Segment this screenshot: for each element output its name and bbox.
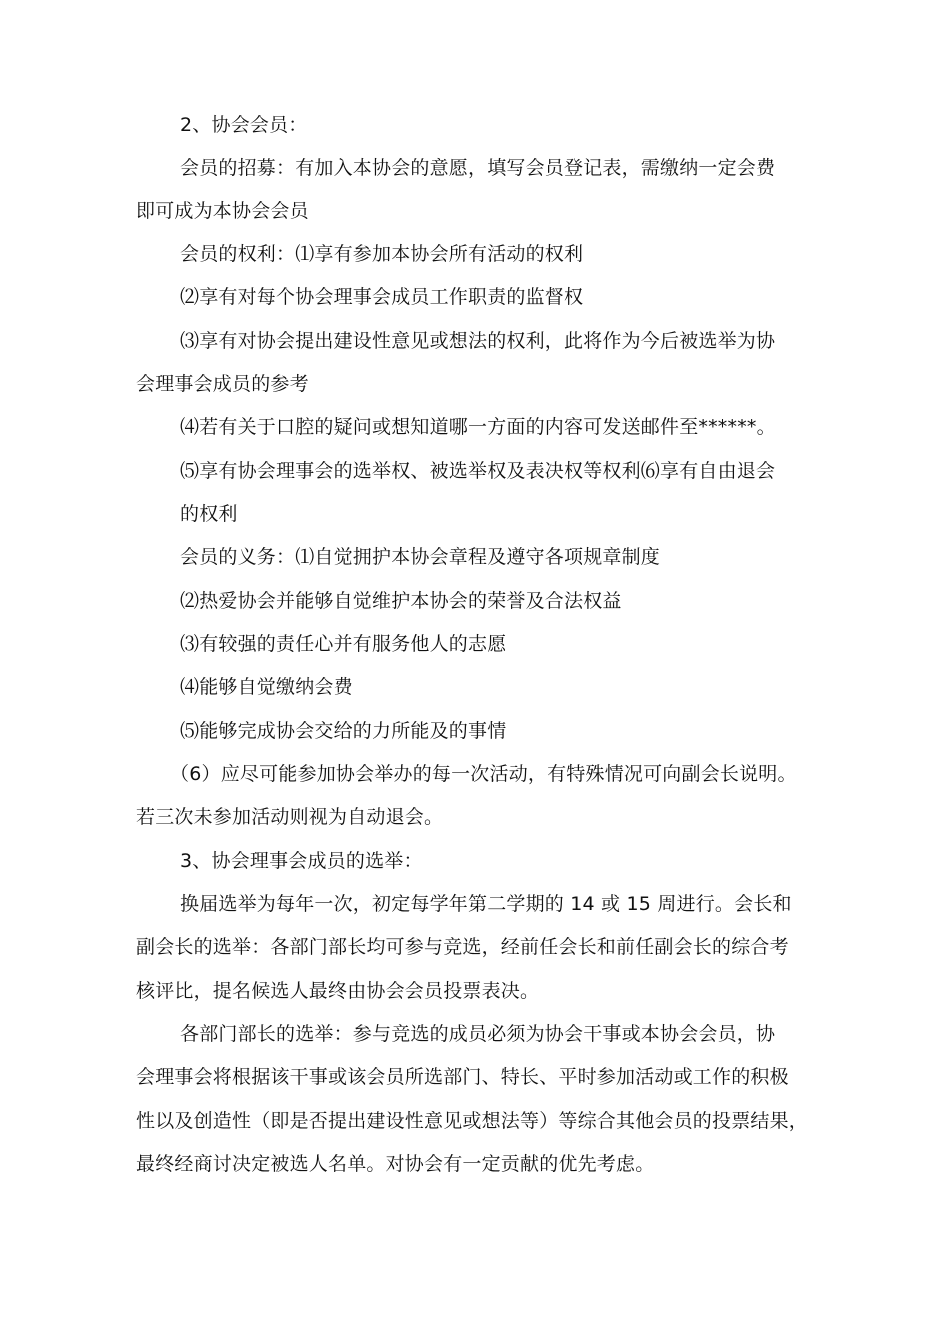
paragraph-line: 会员的义务：⑴自觉拥护本协会章程及遵守各项规章制度 bbox=[180, 546, 661, 568]
paragraph-line: 若三次未参加活动则视为自动退会。 bbox=[136, 806, 444, 828]
list-item: ⑷能够自觉缴纳会费 bbox=[180, 676, 353, 698]
list-item: ⑸享有协会理事会的选举权、被选举权及表决权等权利⑹享有自由退会 bbox=[180, 460, 776, 482]
paragraph-line: 副会长的选举：各部门部长均可参与竞选，经前任会长和前任副会长的综合考 bbox=[136, 936, 789, 958]
paragraph-line: 会理事会成员的参考 bbox=[136, 373, 309, 395]
paragraph-line: 各部门部长的选举：参与竞选的成员必须为协会干事或本协会会员，协 bbox=[180, 1023, 776, 1045]
paragraph-line: 会员的招募：有加入本协会的意愿，填写会员登记表，需缴纳一定会费 bbox=[180, 157, 776, 179]
section-heading-election: 3、协会理事会成员的选举： bbox=[180, 850, 423, 872]
list-item: ⑵热爱协会并能够自觉维护本协会的荣誉及合法权益 bbox=[180, 590, 622, 612]
paragraph-line: 最终经商讨决定被选人名单。对协会有一定贡献的优先考虑。 bbox=[136, 1153, 655, 1175]
paragraph-line: 会员的权利：⑴享有参加本协会所有活动的权利 bbox=[180, 243, 584, 265]
paragraph-line: 换届选举为每年一次，初定每学年第二学期的 14 或 15 周进行。会长和 bbox=[180, 893, 792, 915]
paragraph-line: 性以及创造性（即是否提出建设性意见或想法等）等综合其他会员的投票结果， bbox=[136, 1110, 809, 1132]
list-item: ⑶有较强的责任心并有服务他人的志愿 bbox=[180, 633, 507, 655]
list-item: ⑶享有对协会提出建设性意见或想法的权利，此将作为今后被选举为协 bbox=[180, 330, 776, 352]
list-item: （6）应尽可能参加协会举办的每一次活动，有特殊情况可向副会长说明。 bbox=[170, 763, 797, 785]
paragraph-line: 的权利 bbox=[180, 503, 238, 525]
paragraph-line: 会理事会将根据该干事或该会员所选部门、特长、平时参加活动或工作的积极 bbox=[136, 1066, 789, 1088]
paragraph-line: 即可成为本协会会员 bbox=[136, 200, 309, 222]
list-item: ⑵享有对每个协会理事会成员工作职责的监督权 bbox=[180, 286, 584, 308]
paragraph-line: 核评比，提名候选人最终由协会会员投票表决。 bbox=[136, 980, 540, 1002]
list-item: ⑷若有关于口腔的疑问或想知道哪一方面的内容可发送邮件至******。 bbox=[180, 416, 776, 438]
list-item: ⑸能够完成协会交给的力所能及的事情 bbox=[180, 720, 507, 742]
section-heading-members: 2、协会会员： bbox=[180, 114, 308, 136]
